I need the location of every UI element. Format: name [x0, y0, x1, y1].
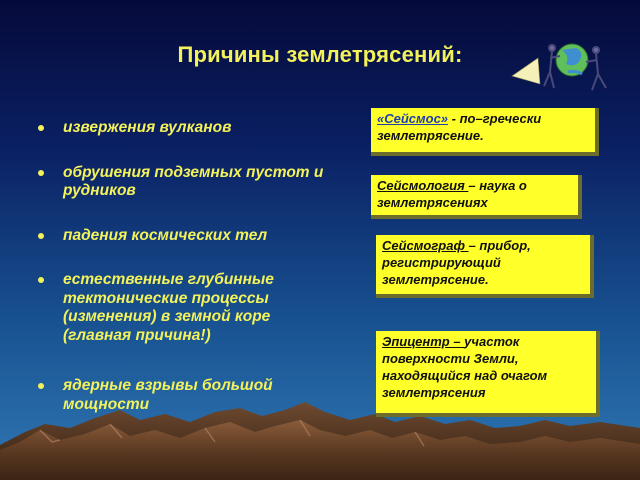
list-item: ядерные взрывы большой мощности: [36, 377, 336, 414]
definition-seismograph-box: [376, 235, 594, 298]
bullet-icon: [38, 233, 44, 239]
bullet-icon: [38, 383, 44, 389]
definition-term: Эпицентр –: [382, 334, 465, 349]
definition-term: Сейсмограф: [382, 238, 469, 253]
definition-seismos-box: [371, 108, 599, 156]
slide-title: Причины землетрясений:: [177, 42, 463, 67]
definition-epicenter-box: [376, 331, 600, 417]
definition-seismology-box: [371, 175, 582, 219]
list-item: падения космических тел: [36, 227, 336, 246]
bullet-icon: [38, 125, 44, 131]
definition-term: Сейсмология: [377, 178, 469, 193]
list-item: естественные глубинные тектонические процессы (изменения) в земной коре (главная причина!): [36, 271, 336, 345]
definition-text: участок поверхности Земли, находящийся над очагом землетрясения: [382, 334, 548, 400]
definition-text: – наука о землетрясениях: [377, 178, 527, 210]
list-item: обрушения подземных пустот и рудников: [36, 164, 336, 201]
people-holding-globe-icon: [510, 38, 620, 94]
bullet-icon: [38, 170, 44, 176]
definition-text: - по–гречески землетрясение.: [377, 111, 542, 143]
definition-term: «Сейсмос»: [377, 111, 449, 126]
definition-text: – прибор, регистрирующий землетрясение.: [382, 238, 531, 287]
causes-list: [36, 113, 336, 414]
list-item: извержения вулканов: [36, 119, 336, 138]
bullet-icon: [38, 277, 44, 283]
